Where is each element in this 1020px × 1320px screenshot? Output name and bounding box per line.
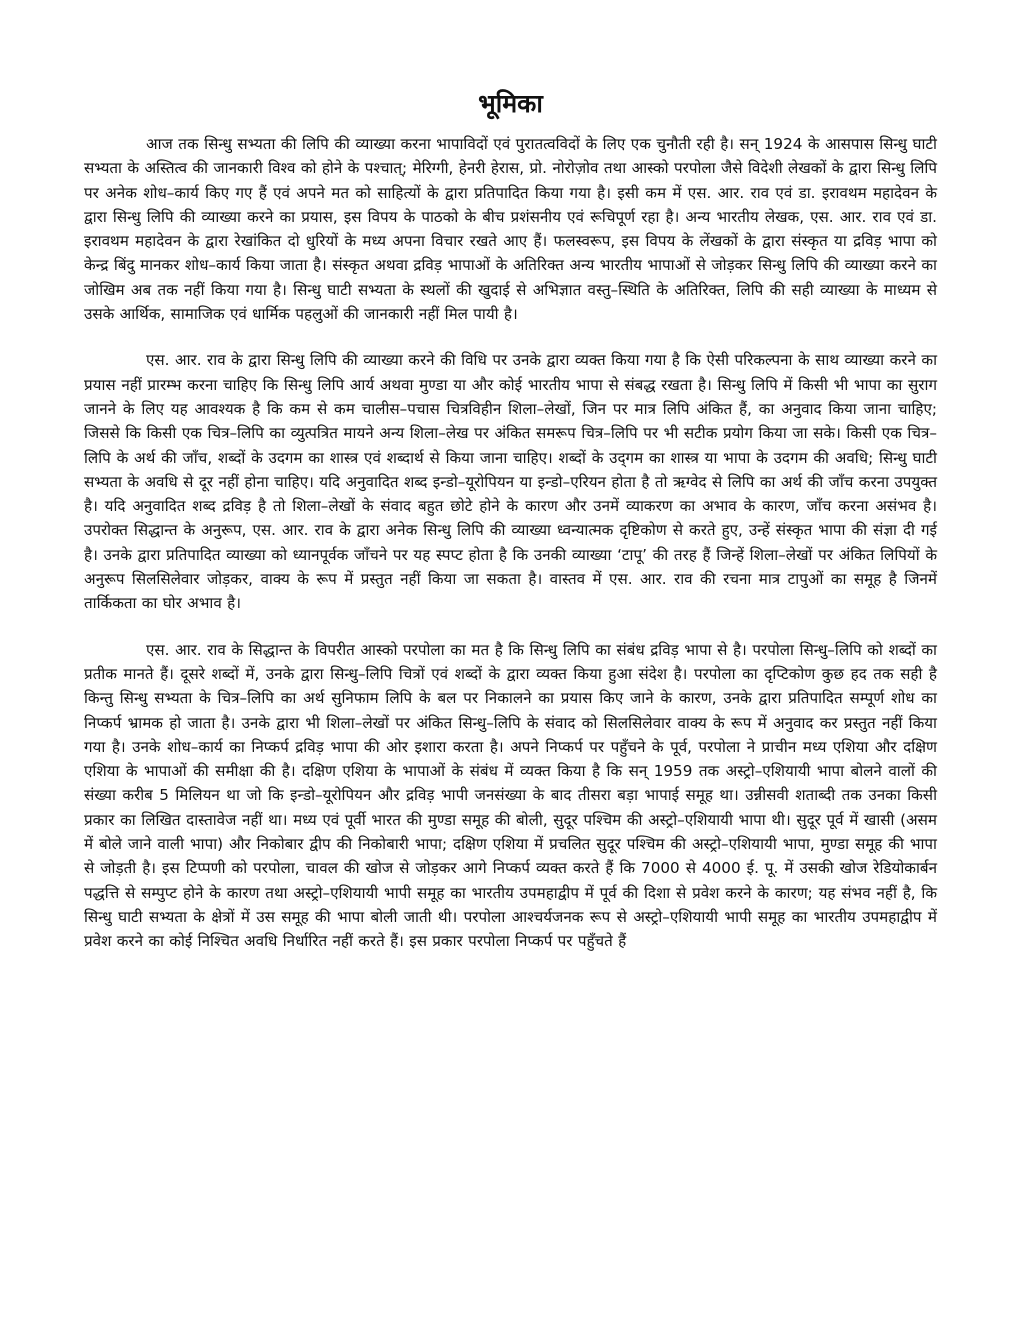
paragraph-1: आज तक सिन्धु सभ्यता की लिपि की व्याख्या करना भापाविदों एवं पुरातत्वविदों के लिए एक चुनौती रही है। सन् 1924 के आसपास सिन्धु घाटी सभ्यता के अस्तित्व की जानकारी विश्व को होने के पश्चात्; मेरिग्गी, हेनरी हेरास, प्रो. नोरोज़ोव तथा आस्को परपोला जैसे विदेशी लेखकों के द्वारा सिन्धु लिपि पर अनेक शोध–कार्य किए गए हैं एवं अपने मत को साहित्यों के द्वारा प्रतिपादित किया गया है। इसी कम में एस. आर. राव एवं डा. इरावथम महादेवन के द्वारा सिन्धु लिपि की व्याख्या करने का प्रयास, इस विपय के पाठको के बीच प्रशंसनीय एवं रूचिपूर्ण रहा है। अन्य भारतीय लेखक, एस. आर. राव एवं डा. इरावथम महादेवन के द्वारा रेखांकित दो धुरियों के मध्य अपना विचार रखते आए हैं। फलस्वरूप, इस विपय के लेंखकों के द्वारा संस्कृत या द्रविड़ भापा को केन्द्र बिंदु मानकर शोध–कार्य किया जाता है। संस्कृत अथवा द्रविड़ भापाओं के अतिरिक्त अन्य भारतीय भापाओं से जोड़कर सिन्धु लिपि की व्याख्या करने का जोखिम अब तक नहीं किया गया है। सिन्धु घाटी सभ्यता के स्थलों की खुदाई से अभिज्ञात वस्तु–स्थिति के अतिरिक्त, लिपि की सही व्याख्या के माध्यम से उसके आर्थिक, सामाजिक एवं धार्मिक पहलुओं की जानकारी नहीं मिल पायी है। bbox=[84, 135, 937, 324]
paragraph-2: एस. आर. राव के द्वारा सिन्धु लिपि की व्याख्या करने की विधि पर उनके द्वारा व्यक्त किया गया है कि ऐसी परिकल्पना के साथ व्याख्या करने का प्रयास नहीं प्रारम्भ करना चाहिए कि सिन्धु लिपि आर्य अथवा मुण्डा या और कोई भारतीय भापा से संबद्ध रखता है। सिन्धु लिपि में किसी भी भापा का सुराग जानने के लिए यह आवश्यक है कि कम से कम चालीस–पचास चित्रविहीन शिला–लेखों, जिन पर मात्र लिपि अंकित हैं, का अनुवाद किया जाना चाहिए; जिससे कि किसी एक चित्र–लिपि का व्युत्पत्रित मायने अन्य शिला–लेख पर अंकित समरूप चित्र–लिपि पर भी सटीक प्रयोग किया जा सके। किसी एक चित्र–लिपि के अर्थ की जाँच, शब्दों के उदगम का शास्त्र एवं शब्दार्थ से किया जाना चाहिए। शब्दों के उद्‌गम का शास्त्र या भापा के उदगम की अवधि; सिन्धु घाटी सभ्यता के अवधि से दूर नहीं होना चाहिए। यदि अनुवादित शब्द इन्डो–यूरोपियन या इन्डो–एरियन होता है तो ऋग्वेद से लिपि का अर्थ की जाँच करना उपयुक्त है। यदि अनुवादित शब्द द्रविड़ है तो शिला–लेखों के संवाद बहुत छोटे होने के कारण और उनमें व्याकरण का अभाव के कारण, जाँच करना असंभव है। उपरोक्त सिद्धान्त के अनुरूप, एस. आर. राव के द्वारा अनेक सिन्धु लिपि की व्याख्या ध्वन्यात्मक दृष्टिकोण से करते हुए, उन्हें संस्कृत भापा की संज्ञा दी गई है। उनके द्वारा प्रतिपादित व्याख्या को ध्यानपूर्वक जाँचने पर यह स्पप्ट होता है कि उनकी व्याख्या ‘टापू’ की तरह हैं जिन्हें शिला–लेखों पर अंकित लिपियों के अनुरूप सिलसिलेवार जोड़कर, वाक्य के रूप में प्रस्तुत नहीं किया जा सकता है। वास्तव में एस. आर. राव की रचना मात्र टापुओं का समूह है जिनमें तार्किकता का घोर अभाव है। bbox=[84, 351, 937, 613]
paragraph-3: एस. आर. राव के सिद्धान्त के विपरीत आस्को परपोला का मत है कि सिन्धु लिपि का संबंध द्रविड़ भापा से है। परपोला सिन्धु–लिपि को शब्दों का प्रतीक मानते हैं। दूसरे शब्दों में, उनके द्वारा सिन्धु–लिपि चित्रों एवं शब्दों के द्वारा व्यक्त किया हुआ संदेश है। परपोला का दृप्टिकोण कुछ हद तक सही है किन्तु सिन्धु सभ्यता के चित्र–लिपि का अर्थ सुनिफाम लिपि के बल पर निकालने का प्रयास किए जाने के कारण, उनके द्वारा प्रतिपादित सम्पूर्ण शोध का निप्कर्प भ्रामक हो जाता है। उनके द्वारा भी शिला–लेखों पर अंकित सिन्धु–लिपि के संवाद को सिलसिलेवार वाक्य के रूप में अनुवाद कर प्रस्तुत नहीं किया गया है। उनके शोध–कार्य का निप्कर्प द्रविड़ भापा की ओर इशारा करता है। अपने निप्कर्प पर पहुँचने के पूर्व, परपोला ने प्राचीन मध्य एशिया और दक्षिण एशिया के भापाओं की समीक्षा की है। दक्षिण एशिया के भापाओं के संबंध में व्यक्त किया है कि सन् 1959 तक अस्ट्रो–एशियायी भापा बोलने वालों की संख्या करीब 5 मिलियन था जो कि इन्डो–यूरोपियन और द्रविड़ भापी जनसंख्या के बाद तीसरा बड़ा भापाई समूह था। उन्नीसवी शताब्दी तक उनका किसी प्रकार का लिखित दास्तावेज नहीं था। मध्य एवं पूर्वी भारत की मुण्डा समूह की बोली, सुदूर पश्चिम की अस्ट्रो–एशियायी भापा थी। सुदूर पूर्व में खासी (असम में बोले जाने वाली भापा) और निकोबार द्वीप की निकोबारी भापा; दक्षिण एशिया में प्रचलित सुदूर पश्चिम की अस्ट्रो–एशियायी भापा, मुण्डा समूह की भापा से जोड़ती है। इस टिप्पणी को परपोला, चावल की खोज से जोड़कर आगे निप्कर्प व्यक्त करते हैं कि 7000 से 4000 ई. पू. में उसकी खोज रेडियोकार्बन पद्धत्ति से सम्पुप्ट होने के कारण तथा अस्ट्रो–एशियायी भापी समूह का भारतीय उपमहाद्वीप में पूर्व की दिशा से प्रवेश करने के कारण; यह संभव नहीं है, कि सिन्धु घाटी सभ्यता के क्षेत्रों में उस समूह की भापा बोली जाती थी। परपोला आश्चर्यजनक रूप से अस्ट्रो–एशियायी भापी समूह का भारतीय उपमहाद्वीप में प्रवेश करने का कोई निश्चित अवधि निर्धारित नहीं करते हैं। इस प्रकार परपोला निप्कर्प पर पहुँचते हैं bbox=[84, 640, 937, 951]
document-page bbox=[84, 86, 937, 976]
page-title: भूमिका bbox=[478, 89, 543, 118]
